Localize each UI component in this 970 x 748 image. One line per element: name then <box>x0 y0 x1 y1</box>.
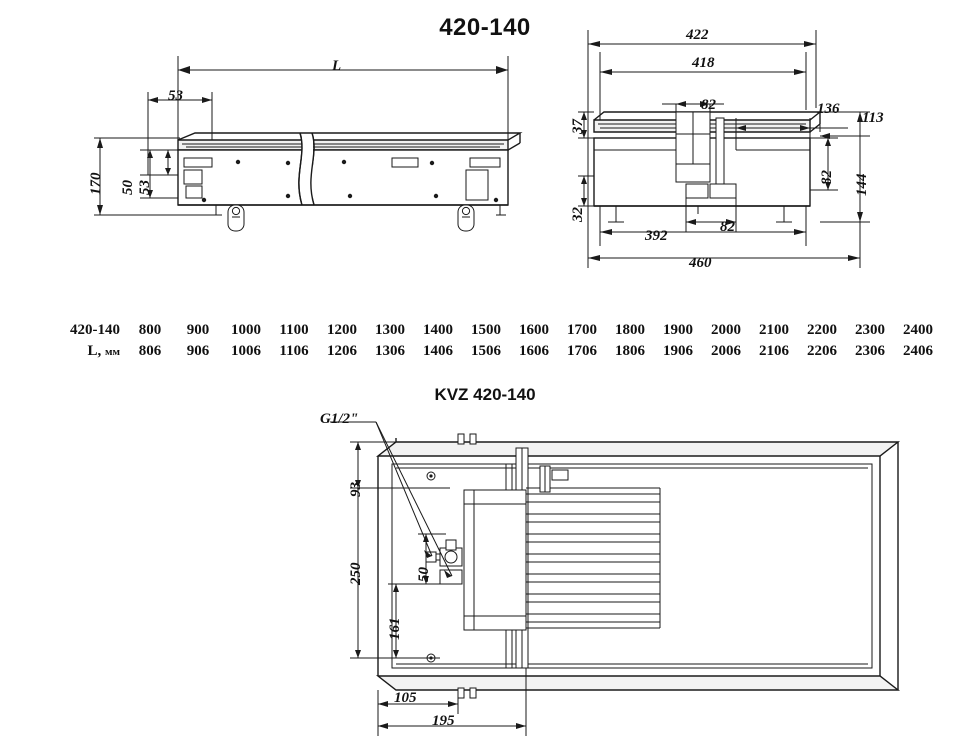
table-cell: 806 <box>138 343 162 359</box>
table-cell: 2000 <box>711 322 741 338</box>
dim-50-kvz: 50 <box>416 567 432 582</box>
dim-82-bottom: 82 <box>720 219 735 235</box>
dim-50: 50 <box>120 180 136 195</box>
table-cell: 2106 <box>759 343 789 359</box>
side-view-graphics <box>570 0 970 310</box>
table-cell: 1306 <box>375 343 405 359</box>
table-cell: 1606 <box>519 343 549 359</box>
dim-144: 144 <box>854 173 870 196</box>
dim-418: 418 <box>692 55 715 71</box>
table-cell: 1406 <box>423 343 453 359</box>
table-cell: 2400 <box>903 322 933 338</box>
dim-161: 161 <box>387 617 403 640</box>
kvz-section-title: KVZ 420-140 <box>434 385 536 404</box>
dim-136: 136 <box>817 101 840 117</box>
dim-170: 170 <box>88 172 104 195</box>
dim-250: 250 <box>348 562 364 585</box>
table-cell: 1400 <box>423 322 453 338</box>
dim-32: 32 <box>570 207 586 222</box>
dim-113: 113 <box>862 110 884 126</box>
table-cell: 1106 <box>279 343 309 359</box>
table-row-model <box>0 322 970 339</box>
table-cell: 1600 <box>519 322 549 338</box>
table-row-length <box>0 343 970 360</box>
table-cell: 1506 <box>471 343 501 359</box>
table-cell: 2306 <box>855 343 885 359</box>
dim-93: 93 <box>348 482 364 497</box>
dim-422: 422 <box>686 27 709 43</box>
table-cell: 2006 <box>711 343 741 359</box>
table-cell: 900 <box>186 322 210 338</box>
table-cell: 800 <box>138 322 162 338</box>
dim-105: 105 <box>394 690 417 706</box>
dim-g12: G1/2" <box>320 411 359 427</box>
table-cell: 1200 <box>327 322 357 338</box>
table-cell: 1806 <box>615 343 645 359</box>
table-cell: 1706 <box>567 343 597 359</box>
table-cell: 2406 <box>903 343 933 359</box>
size-table <box>0 322 970 360</box>
dim-460: 460 <box>689 255 712 271</box>
dim-53-top: 53 <box>168 88 183 104</box>
table-row-model-label: 420-140 <box>70 322 120 338</box>
table-cell: 1206 <box>327 343 357 359</box>
table-row-length-label: L, мм <box>87 343 120 359</box>
table-cell: 1900 <box>663 322 693 338</box>
table-cell: 1906 <box>663 343 693 359</box>
table-cell: 1700 <box>567 322 597 338</box>
dim-37: 37 <box>570 119 586 134</box>
table-cell: 1800 <box>615 322 645 338</box>
table-cell: 906 <box>186 343 210 359</box>
table-cell: 2206 <box>807 343 837 359</box>
dim-82-top: 82 <box>701 97 716 113</box>
dim-82-right: 82 <box>819 170 835 185</box>
dim-392: 392 <box>645 228 668 244</box>
table-cell: 1006 <box>231 343 261 359</box>
page-title: 420-140 <box>439 14 531 41</box>
front-view-graphics <box>0 0 560 310</box>
dim-195: 195 <box>432 713 455 729</box>
table-cell: 1500 <box>471 322 501 338</box>
table-cell: 2100 <box>759 322 789 338</box>
table-cell: 2300 <box>855 322 885 338</box>
table-cell: 1000 <box>231 322 261 338</box>
table-cell: 1300 <box>375 322 405 338</box>
table-cell: 2200 <box>807 322 837 338</box>
dim-L: L <box>332 58 342 74</box>
dim-53-left: 53 <box>137 180 153 195</box>
table-cell: 1100 <box>279 322 309 338</box>
